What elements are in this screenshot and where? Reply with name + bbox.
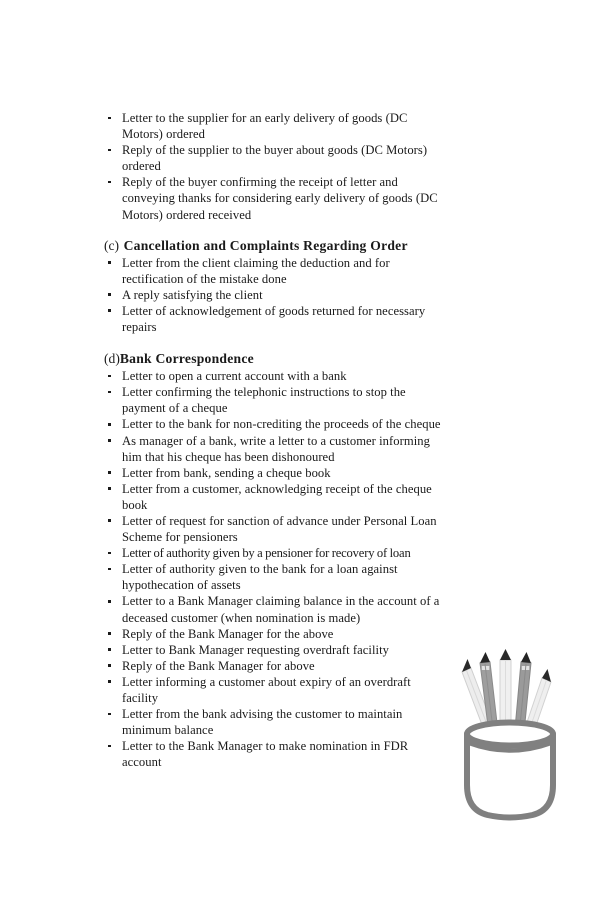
bullet-icon	[108, 149, 111, 152]
section-marker: (c)	[104, 237, 120, 253]
list-item-text: Reply of the Bank Manager for above	[122, 658, 315, 673]
list-item	[104, 368, 444, 384]
bullet-icon	[108, 293, 111, 296]
section-heading-c	[104, 237, 444, 254]
list-item-text: As manager of a bank, write a letter to a customer informing him that his cheque has been dishonoured	[122, 433, 430, 464]
list-item	[104, 142, 444, 174]
list-item-text: Letter from the bank advising the customer to maintain minimum balance	[122, 707, 403, 738]
pencil-cup-illustration	[447, 648, 572, 828]
list-item	[104, 626, 444, 642]
topic-list-section-c	[104, 255, 444, 335]
list-item-text: Letter from a customer, acknowledging receipt of the cheque book	[122, 481, 432, 512]
list-item-text: Letter to the bank for non-crediting the proceeds of the cheque	[122, 417, 441, 432]
list-item	[104, 416, 444, 432]
bullet-icon	[108, 439, 111, 442]
section-marker: (d)	[104, 351, 120, 367]
list-item	[104, 674, 444, 706]
list-item	[104, 433, 444, 465]
list-item	[104, 110, 444, 142]
list-item-text: Letter from bank, sending a cheque book	[122, 465, 331, 480]
cup-body	[467, 723, 553, 818]
list-item-text: Letter to the Bank Manager to make nomination in FDR account	[122, 739, 409, 770]
list-item-text: Letter to Bank Manager requesting overdraft facility	[122, 642, 389, 657]
bullet-icon	[108, 471, 111, 474]
list-item	[104, 738, 444, 770]
list-item	[104, 287, 444, 303]
bullet-icon	[108, 423, 111, 426]
list-item-text: Letter of authority given by a pensioner for recovery of loan	[122, 546, 411, 561]
list-item-text: Reply of the buyer confirming the receipt of letter and conveying thanks for considering early delivery of goods (DC Motors) ordered received	[122, 175, 438, 222]
list-item	[104, 174, 444, 222]
bullet-icon	[108, 552, 111, 555]
section-title: Bank Correspondence	[119, 351, 254, 367]
bullet-icon	[108, 648, 111, 651]
list-item-text: Letter of request for sanction of advance under Personal Loan Scheme for pensioners	[122, 513, 437, 545]
bullet-icon	[108, 487, 111, 490]
list-item-text: Letter to a Bank Manager claiming balance in the account of a deceased customer (when nomination is made)	[122, 594, 440, 625]
list-item-text: Letter of authority given to the bank for a loan against hypothecation of assets	[122, 562, 398, 593]
list-item	[104, 545, 444, 561]
list-item	[104, 384, 444, 416]
list-item	[104, 706, 444, 738]
section-heading-d	[104, 350, 444, 367]
topic-list-group-b	[104, 110, 444, 223]
list-item	[104, 658, 444, 674]
list-item	[104, 481, 444, 513]
list-item-text: A reply satisfying the client	[122, 287, 263, 302]
list-item-text: Reply of the supplier to the buyer about goods (DC Motors) ordered	[122, 143, 428, 174]
list-item-text: Letter confirming the telephonic instructions to stop the payment of a cheque	[122, 385, 406, 416]
list-item	[104, 303, 444, 335]
bullet-icon	[108, 664, 111, 667]
list-item	[104, 513, 444, 545]
bullet-icon	[108, 680, 111, 683]
topic-list-section-d	[104, 368, 444, 770]
bullet-icon	[108, 568, 111, 571]
bullet-icon	[108, 375, 111, 378]
bullet-icon	[108, 391, 111, 394]
list-item-text: Letter informing a customer about expiry of an overdraft facility	[122, 674, 411, 705]
list-item	[104, 255, 444, 287]
list-item	[104, 642, 444, 658]
list-item	[104, 465, 444, 481]
bullet-icon	[108, 632, 111, 635]
bullet-icon	[108, 600, 111, 603]
bullet-icon	[108, 519, 111, 522]
bullet-icon	[108, 713, 111, 716]
list-item-text: Letter to the supplier for an early delivery of goods (DC Motors) ordered	[122, 111, 408, 142]
bullet-icon	[108, 309, 111, 312]
list-item-text: Letter to open a current account with a bank	[122, 369, 347, 384]
list-item	[104, 561, 444, 593]
list-item	[104, 593, 444, 625]
list-item-text: Letter from the client claiming the deduction and for rectification of the mistake done	[122, 255, 390, 286]
document-content	[104, 110, 444, 770]
list-item-text: Reply of the Bank Manager for the above	[122, 626, 334, 641]
bullet-icon	[108, 181, 111, 184]
bullet-icon	[108, 117, 111, 120]
bullet-icon	[108, 261, 111, 264]
bullet-icon	[108, 745, 111, 748]
list-item-text: Letter of acknowledgement of goods returned for necessary repairs	[122, 303, 426, 335]
section-title: Cancellation and Complaints Regarding Order	[123, 237, 408, 253]
